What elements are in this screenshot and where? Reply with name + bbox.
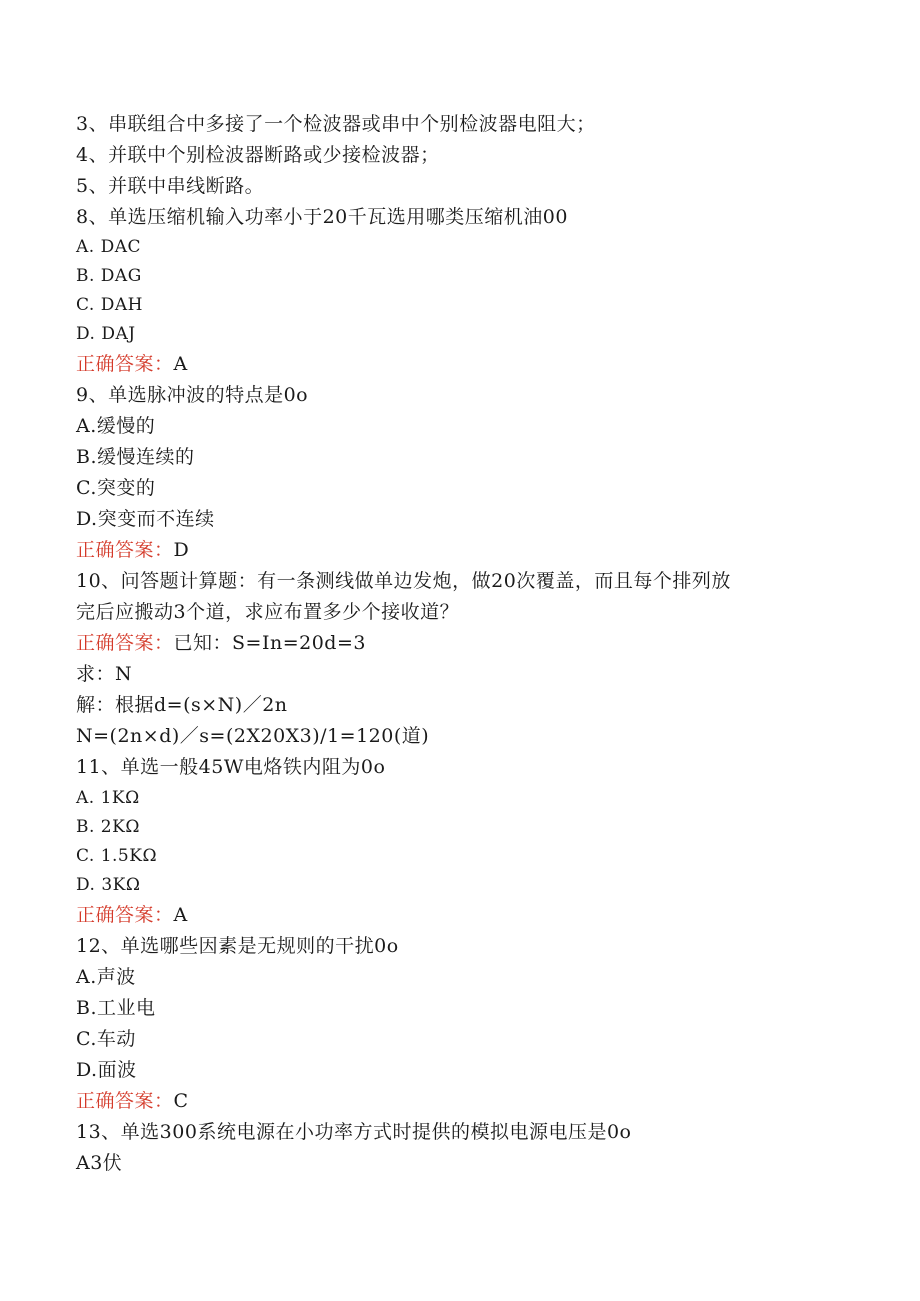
answer-value: A bbox=[173, 353, 188, 375]
answer-value: A bbox=[173, 904, 188, 926]
answer-label: 正确答案： bbox=[76, 353, 174, 375]
option-a: A.声波 bbox=[76, 966, 136, 988]
answer-label: 正确答案： bbox=[76, 904, 174, 926]
option-c: C.突变的 bbox=[76, 477, 156, 499]
question-9: 9、单选脉冲波的特点是0o bbox=[76, 384, 309, 406]
option-a: A. DAC bbox=[76, 237, 141, 257]
option-d: D. DAJ bbox=[76, 324, 136, 344]
option-c: C. DAH bbox=[76, 295, 143, 315]
question-11: 11、单选一般45W电烙铁内阻为0o bbox=[76, 756, 386, 778]
text-line: 解：根据d=(s×N)／2n bbox=[76, 694, 288, 716]
correct-answer bbox=[76, 352, 188, 376]
text-line: 5、并联中串线断路。 bbox=[76, 175, 265, 197]
answer-value: D bbox=[173, 539, 190, 561]
option-c: C. 1.5KΩ bbox=[76, 846, 158, 866]
correct-answer bbox=[76, 903, 188, 927]
question-8: 8、单选压缩机输入功率小于20千瓦选用哪类压缩机油00 bbox=[76, 206, 568, 228]
answer-value: 已知：S=In=20d=3 bbox=[173, 632, 366, 654]
text-line: 求：N bbox=[76, 663, 133, 685]
option-d: D.面波 bbox=[76, 1059, 137, 1081]
question-12: 12、单选哪些因素是无规则的干扰0o bbox=[76, 935, 399, 957]
question-13: 13、单选300系统电源在小功率方式时提供的模拟电源电压是0o bbox=[76, 1121, 632, 1143]
answer-label: 正确答案： bbox=[76, 1090, 174, 1112]
correct-answer bbox=[76, 1089, 189, 1113]
text-line: N=(2n×d)／s=(2X20X3)/1=120(道) bbox=[76, 725, 430, 747]
answer-label: 正确答案： bbox=[76, 539, 174, 561]
correct-answer bbox=[76, 631, 366, 655]
option-d: D. 3KΩ bbox=[76, 875, 141, 895]
text-line: 3、串联组合中多接了一个检波器或串中个别检波器电阻大； bbox=[76, 113, 596, 135]
question-10-cont: 完后应搬动3个道，求应布置多少个接收道？ bbox=[76, 601, 460, 623]
answer-value: C bbox=[173, 1090, 189, 1112]
answer-label: 正确答案： bbox=[76, 632, 174, 654]
correct-answer bbox=[76, 538, 189, 562]
option-a: A3伏 bbox=[76, 1152, 123, 1174]
option-a: A. 1KΩ bbox=[76, 788, 140, 808]
option-c: C.车动 bbox=[76, 1028, 136, 1050]
option-b: B.工业电 bbox=[76, 997, 156, 1019]
option-a: A.缓慢的 bbox=[76, 415, 156, 437]
option-b: B. 2KΩ bbox=[76, 817, 140, 837]
text-line: 4、并联中个别检波器断路或少接检波器； bbox=[76, 144, 440, 166]
option-b: B. DAG bbox=[76, 266, 142, 286]
question-10: 10、问答题计算题：有一条测线做单边发炮，做20次覆盖，而且每个排列放 bbox=[76, 570, 731, 592]
option-d: D.突变而不连续 bbox=[76, 508, 215, 530]
option-b: B.缓慢连续的 bbox=[76, 446, 195, 468]
